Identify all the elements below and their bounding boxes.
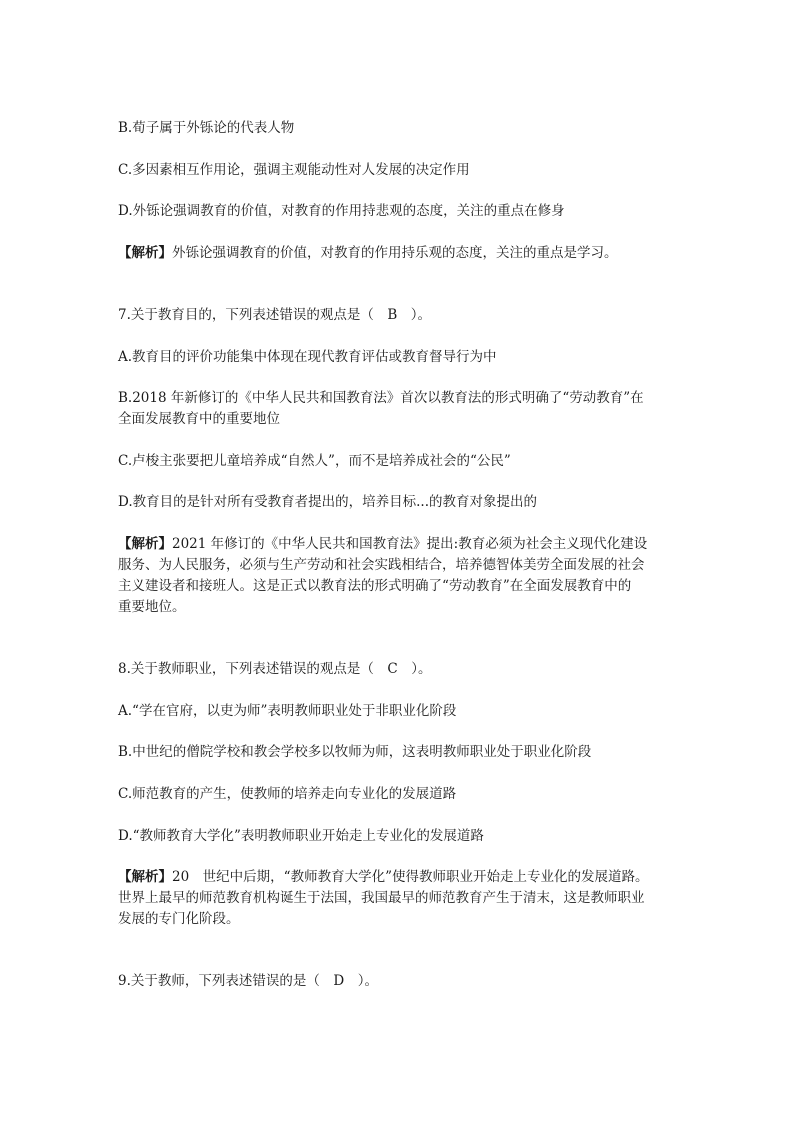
q7-option-d: D.教育目的是针对所有受教育者提出的，培养目标...的教育对象提出的 <box>118 494 538 510</box>
q8-option-d: D.“教师教育大学化”表明教师职业开始走上专业化的发展道路 <box>118 828 484 844</box>
q7-analysis-line2: 服务、为人民服务，必须与生产劳动和社会实践相结合，培养德智体美劳全面发展的社会 <box>118 557 645 573</box>
analysis-label: 【解析】 <box>118 869 172 885</box>
q6-option-d: D.外铄论强调教育的价值，对教育的作用持悲观的态度，关注的重点在修身 <box>118 203 565 219</box>
q8-option-c: C.师范教育的产生，使教师的培养走向专业化的发展道路 <box>118 786 457 802</box>
q7-stem: 7.关于教育目的，下列表述错误的观点是（ B ）。 <box>118 307 432 323</box>
q7-option-c: C.卢梭主张要把儿童培养成“自然人”，而不是培养成社会的“公民” <box>118 453 511 469</box>
q7-analysis-line1 <box>118 533 678 555</box>
q6-option-c: C.多因素相互作用论，强调主观能动性对人发展的决定作用 <box>118 162 470 178</box>
q7-option-a: A.教育目的评价功能集中体现在现代教育评估或教育督导行为中 <box>118 349 497 365</box>
q7-analysis-line3: 主义建设者和接班人。这是正式以教育法的形式明确了“劳动教育”在全面发展教育中的 <box>118 578 632 594</box>
q8-analysis-line3: 发展的专门化阶段。 <box>118 911 240 927</box>
q7-analysis-text-1: 2021 年修订的《中华人民共和国教育法》提出:教育必须为社会主义现代化建设 <box>172 536 648 552</box>
analysis-label: 【解析】 <box>118 245 172 261</box>
q7-analysis-line4: 重要地位。 <box>118 599 186 615</box>
q7-option-b-line2: 全面发展教育中的重要地位 <box>118 411 280 427</box>
q7-option-b-line1: B.2018 年新修订的《中华人民共和国教育法》首次以教育法的形式明确了“劳动教育”在 <box>118 390 644 406</box>
q6-option-b: B.荀子属于外铄论的代表人物 <box>118 120 295 136</box>
q8-stem: 8.关于教师职业，下列表述错误的观点是（ C ）。 <box>118 661 432 677</box>
q8-analysis-line2: 世界上最早的师范教育机构诞生于法国，我国最早的师范教育产生于清末，这是教师职业 <box>118 890 645 906</box>
q6-analysis <box>118 242 678 264</box>
q8-analysis-line1 <box>118 866 678 888</box>
analysis-label: 【解析】 <box>118 536 172 552</box>
q6-analysis-text: 外铄论强调教育的价值，对教育的作用持乐观的态度，关注的重点是学习。 <box>172 245 618 261</box>
q9-stem: 9.关于教师，下列表述错误的是（ D ）。 <box>118 973 378 989</box>
q8-analysis-text-1: 20 世纪中后期，“教师教育大学化”使得教师职业开始走上专业化的发展道路。 <box>172 869 649 885</box>
q8-option-a: A.“学在官府，以吏为师”表明教师职业处于非职业化阶段 <box>118 703 457 719</box>
q8-option-b: B.中世纪的僧院学校和教会学校多以牧师为师，这表明教师职业处于职业化阶段 <box>118 744 592 760</box>
